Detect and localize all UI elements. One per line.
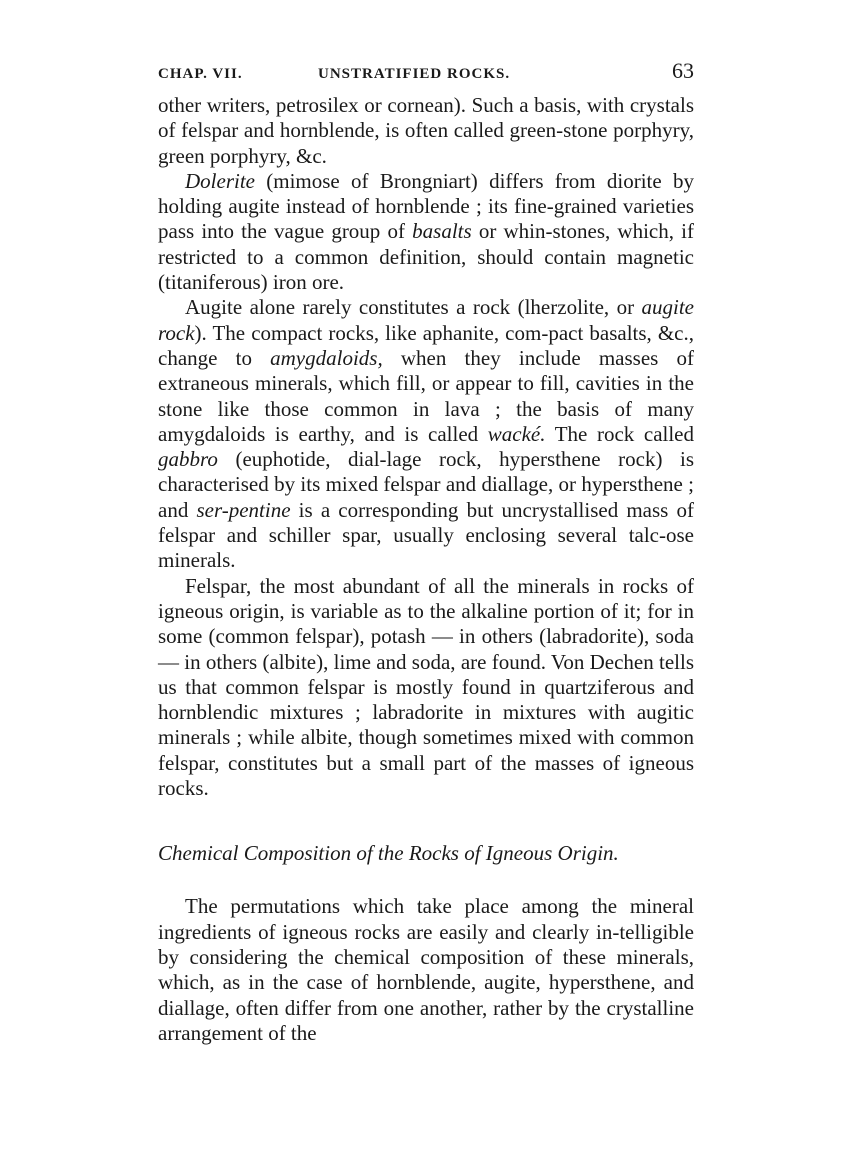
chapter-label: CHAP. VII.: [158, 66, 243, 82]
paragraph-continuation: [158, 93, 694, 169]
italic-term: Dolerite: [185, 168, 255, 193]
text-run: when they include masses of extraneous minerals, which fill, or appear to fill, cavities in the stone like those common in lava ; the basis of many amygdaloids is earthy, and is called: [158, 345, 694, 446]
page-number: 63: [672, 58, 694, 83]
text-run: other writers, petrosilex or cornean). Such a basis, with crystals of felspar and hornblende, is often called green-stone porphyry, green porphyry, &c.: [158, 93, 694, 168]
running-head: [158, 58, 694, 92]
italic-term: ser-pentine: [196, 497, 291, 522]
italic-term: amygdaloids,: [270, 345, 383, 370]
text-run: (euphotide, dial-lage rock, hypersthene rock) is characterised by its mixed felspar and diallage, or hypersthene ; and: [158, 447, 694, 522]
italic-term: basalts: [412, 219, 472, 244]
text-run: (mimose of Brongniart) differs from diorite by holding augite instead of hornblende ; its fine-grained varieties pass into the vague group of: [158, 168, 694, 244]
book-page: [158, 58, 694, 1046]
italic-term: gabbro: [158, 447, 218, 472]
text-run: is a corresponding but uncrystallised mass of felspar and schiller spar, usually enclosing several talc-ose minerals.: [158, 497, 694, 573]
text-run: or whin-stones, which, if restricted to a common definition, should contain magnetic (titaniferous) iron ore.: [158, 219, 694, 295]
paragraph-section: The permutations which take place among the mineral ingredients of igneous rocks are easily and clearly in-telligible by considering the chemical composition of these minerals, which, as in the case of hornblende, augite, hypersthene, and diallage, often differ from one another, rather by the crystalline arrangement of the: [158, 894, 694, 1045]
text-run: Augite alone rarely constitutes a rock (lherzolite, or: [185, 295, 642, 320]
paragraph-dolerite: [158, 169, 694, 295]
text-run: Felspar, the most abundant of all the minerals in rocks of igneous origin, is variable as to the alkaline portion of it; for in some (common felspar), potash — in others (labradorite), soda — in others (albite), lime and soda, are found. Von Dechen tells us that common felspar is mostly found in quartziferous and hornblendic mixtures ; labradorite in mixtures with augitic minerals ; while albite, though sometimes mixed with common felspar, constitutes but a small part of the masses of igneous rocks.: [158, 573, 694, 801]
paragraph-felspar: [158, 574, 694, 802]
italic-term: wacké.: [487, 421, 546, 446]
text-run: ). The compact rocks, like aphanite, com-pact basalts, &c., change to: [158, 320, 694, 370]
section-heading: Chemical Composition of the Rocks of Igneous Origin.: [158, 841, 619, 866]
running-title: UNSTRATIFIED ROCKS.: [318, 66, 511, 82]
italic-term: augite rock: [158, 295, 694, 345]
paragraph-augite: [158, 295, 694, 573]
text-run: The rock called: [545, 421, 695, 446]
